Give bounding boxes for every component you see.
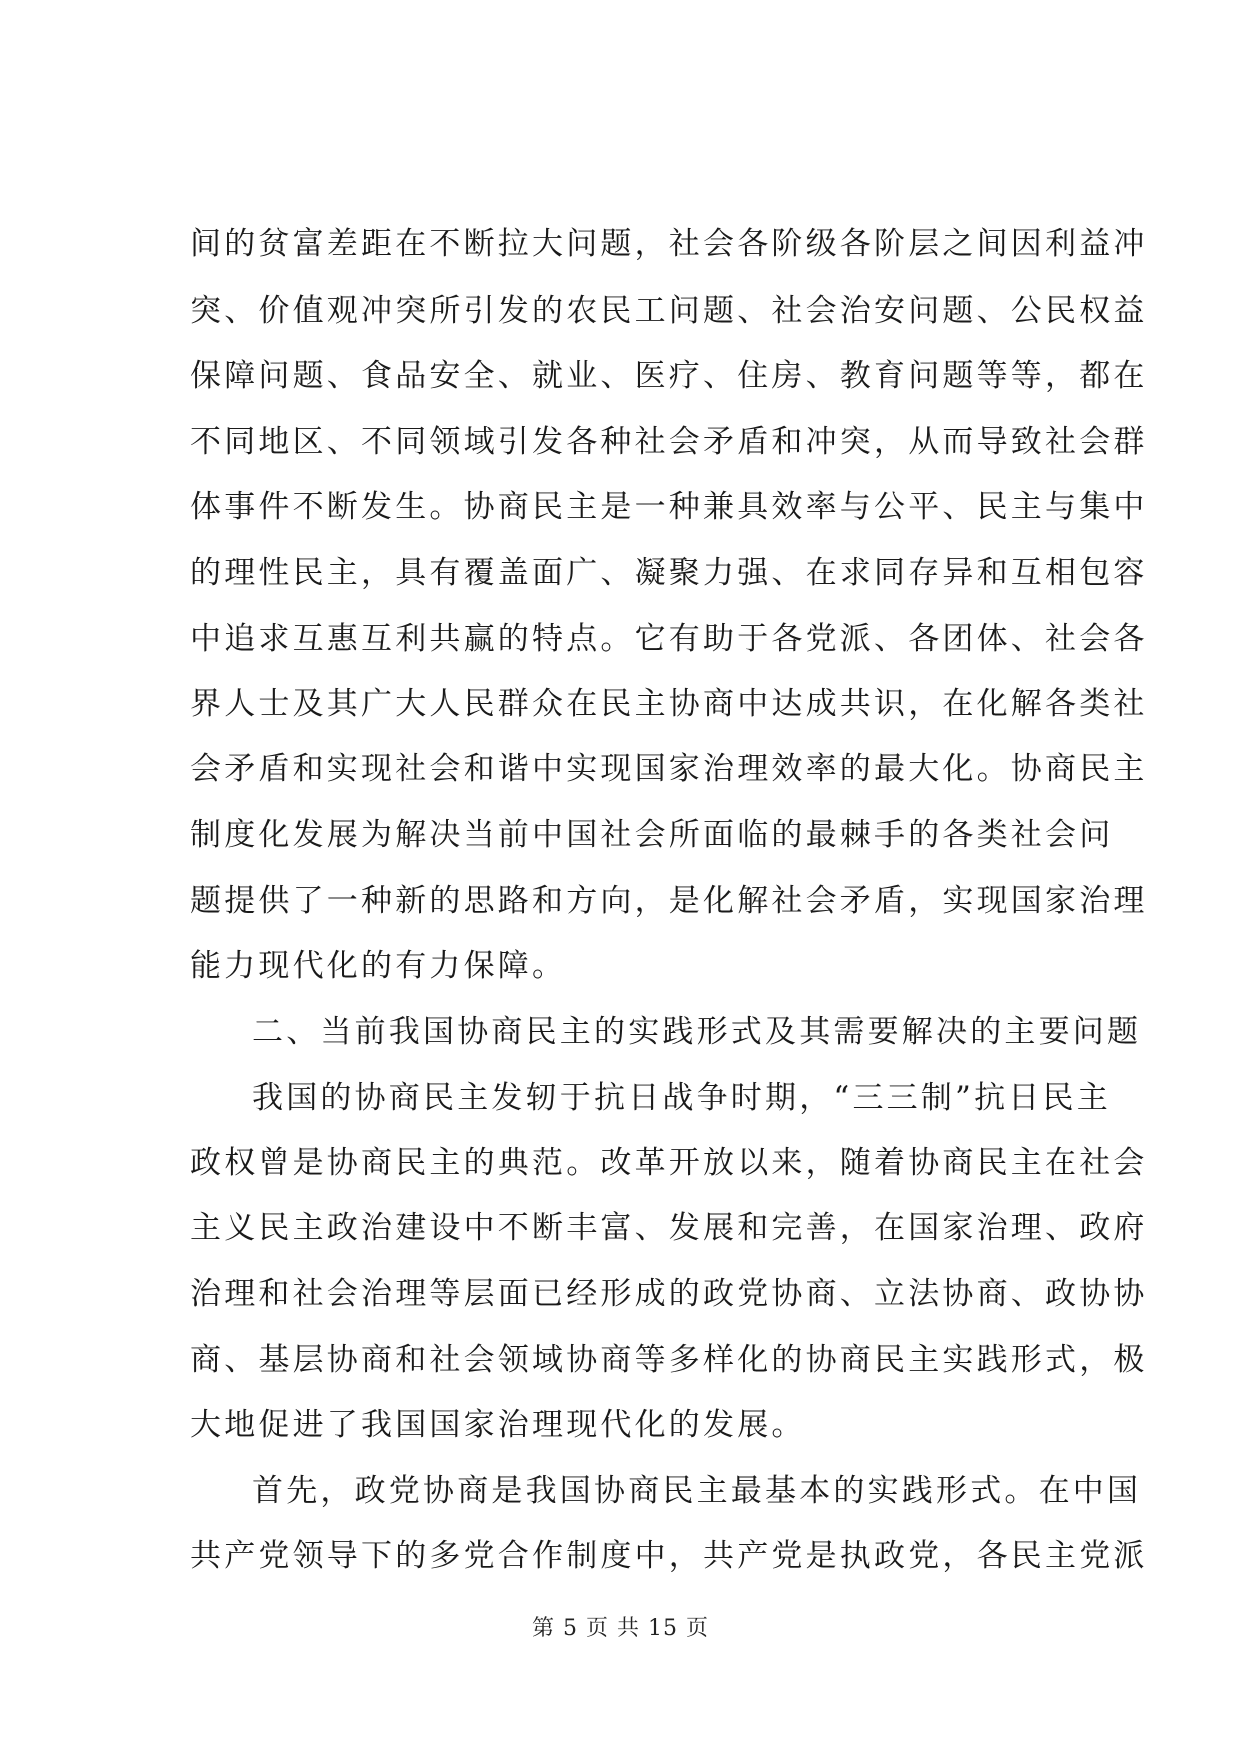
body-text-line: 会矛盾和实现社会和谐中实现国家治理效率的最大化。协商民主 — [190, 751, 1148, 787]
body-text-line: 首先，政党协商是我国协商民主最基本的实践形式。在中国 — [252, 1473, 1142, 1509]
body-text-line: 不同地区、不同领域引发各种社会矛盾和冲突，从而导致社会群 — [190, 424, 1148, 460]
body-text-line: 保障问题、食品安全、就业、医疗、住房、教育问题等等，都在 — [190, 358, 1148, 394]
body-text-line: 共产党领导下的多党合作制度中，共产党是执政党，各民主党派 — [190, 1538, 1148, 1574]
body-text-line: 商、基层协商和社会领域协商等多样化的协商民主实践形式，极 — [190, 1342, 1148, 1378]
body-text-line: 的理性民主，具有覆盖面广、凝聚力强、在求同存异和互相包容 — [190, 555, 1148, 591]
body-text-line: 界人士及其广大人民群众在民主协商中达成共识，在化解各类社 — [190, 686, 1148, 722]
page-number-footer: 第 5 页 共 15 页 — [532, 1616, 709, 1641]
body-text-line: 能力现代化的有力保障。 — [190, 948, 567, 984]
body-text-line: 制度化发展为解决当前中国社会所面临的最棘手的各类社会问 — [190, 817, 1114, 853]
body-text-line: 体事件不断发生。协商民主是一种兼具效率与公平、民主与集中 — [190, 489, 1148, 525]
body-text-line: 中追求互惠互利共赢的特点。它有助于各党派、各团体、社会各 — [190, 621, 1148, 657]
body-text-line: 主义民主政治建设中不断丰富、发展和完善，在国家治理、政府 — [190, 1210, 1148, 1246]
body-text-line: 突、价值观冲突所引发的农民工问题、社会治安问题、公民权益 — [190, 293, 1148, 329]
body-text-line: 大地促进了我国国家治理现代化的发展。 — [190, 1407, 806, 1443]
body-text-line: 题提供了一种新的思路和方向，是化解社会矛盾，实现国家治理 — [190, 883, 1148, 919]
section-heading: 二、当前我国协商民主的实践形式及其需要解决的主要问题 — [252, 1014, 1142, 1050]
body-text-line: 我国的协商民主发轫于抗日战争时期，“三三制”抗日民主 — [252, 1080, 1111, 1116]
body-text-line: 治理和社会治理等层面已经形成的政党协商、立法协商、政协协 — [190, 1276, 1148, 1312]
body-text-line: 政权曾是协商民主的典范。改革开放以来，随着协商民主在社会 — [190, 1145, 1148, 1181]
body-text-line: 间的贫富差距在不断拉大问题，社会各阶级各阶层之间因利益冲 — [190, 226, 1148, 262]
